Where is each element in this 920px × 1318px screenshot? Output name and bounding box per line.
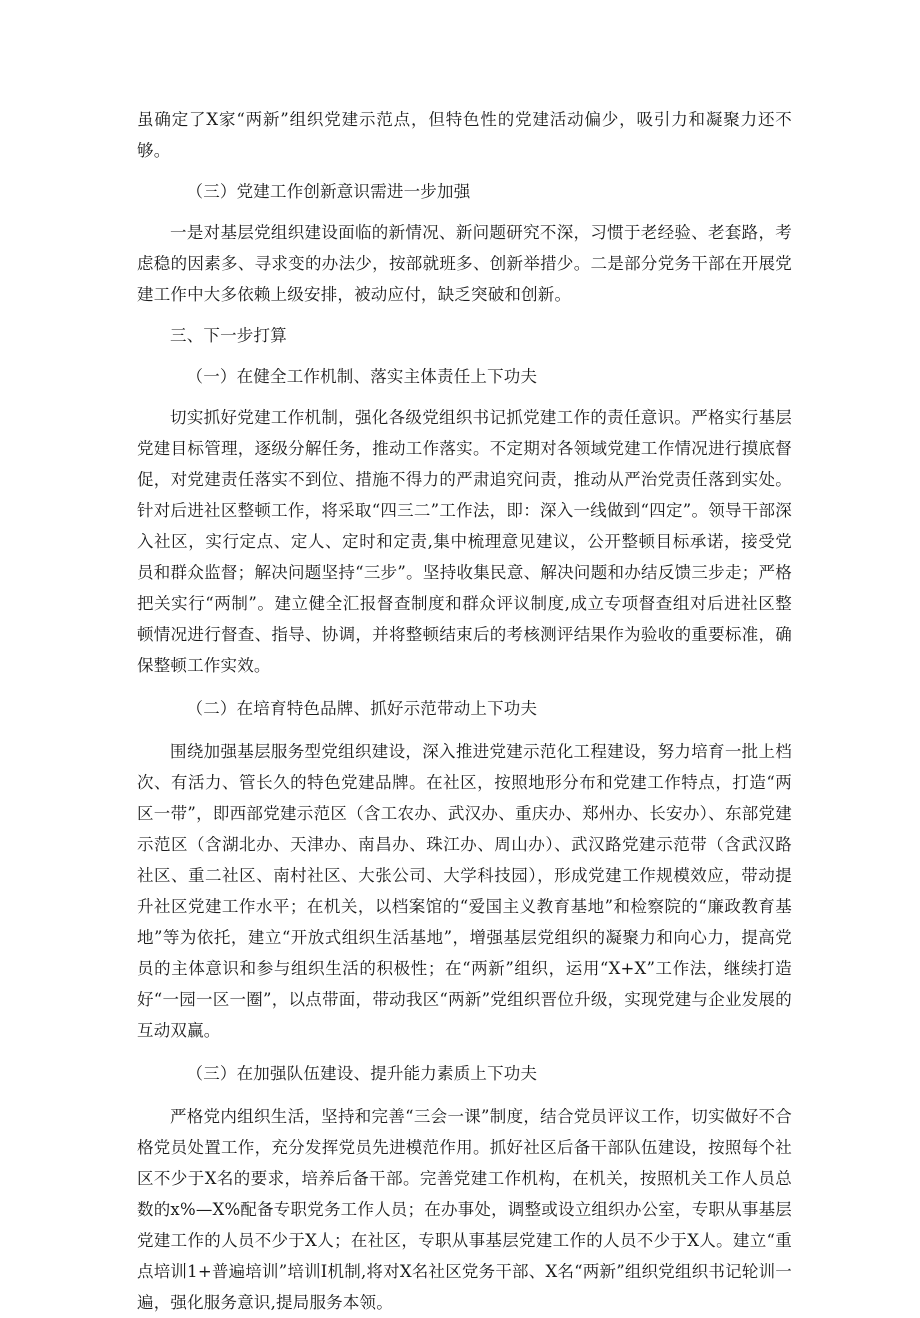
paragraph-section3-item1: 切实抓好党建工作机制，强化各级党组织书记抓党建工作的责任意识。严格实行基层党建目标管理，逐级分解任务，推动工作落实。不定期对各领域党建工作情况进行摸底督促，对党建责任落实不到位、措施不得力的严肃追究问责，推动从严治党责任落到实处。针对后进社区整顿工作，将采取“四三二”工作法，即：深入一线做到“四定”。领导干部深入社区，实行定点、定人、定时和定责,集中梳理意见建议，公开整顿目标承诺，接受党员和群众监督；解决问题坚持“三步”。坚持收集民意、解决问题和办结反馈三步走；严格把关实行“两制”。建立健全汇报督查制度和群众评议制度,成立专项督查组对后进社区整顿情况进行督查、指导、协调，并将整顿结束后的考核测评结果作为验收的重要标准，确保整顿工作实效。: [137, 408, 792, 675]
paragraph-intro-tail: 虽确定了X家“两新”组织党建示范点，但特色性的党建活动偏少，吸引力和凝聚力还不够。: [137, 110, 792, 160]
heading-section3-item1: （一）在健全工作机制、落实主体责任上下功夫: [186, 367, 538, 386]
heading-section3-item3: （三）在加强队伍建设、提升能力素质上下功夫: [186, 1064, 538, 1083]
paragraph-section3-item3: 严格党内组织生活，坚持和完善“三会一课”制度，结合党员评议工作，切实做好不合格党员处置工作，充分发挥党员先进模范作用。抓好社区后备干部队伍建设，按照每个社区不少于X名的要求，培养后备干部。完善党建工作机构，在机关，按照机关工作人员总数的x%—X%配备专职党务工作人员；在办事处，调整或设立组织办公室，专职从事基层党建工作的人员不少于X人；在社区，专职从事基层党建工作的人员不少于X人。建立“重点培训1+普遍培训”培训I机制,将对X名社区党务干部、X名“两新”组织党组织书记轮训一遍，强化服务意识,提局服务本领。: [137, 1107, 792, 1312]
paragraph-section2-item3: 一是对基层党组织建设面临的新情况、新问题研究不深，习惯于老经验、老套路，考虑稳的因素多、寻求变的办法少，按部就班多、创新举措少。二是部分党务干部在开展党建工作中大多依赖上级安排，被动应付，缺乏突破和创新。: [137, 223, 792, 304]
heading-section2-item3: （三）党建工作创新意识需进一步加强: [186, 182, 471, 201]
heading-section3: 三、下一步打算: [170, 326, 287, 345]
paragraph-section3-item2: 围绕加强基层服务型党组织建设，深入推进党建示范化工程建设，努力培育一批上档次、有活力、管长久的特色党建品牌。在社区，按照地形分布和党建工作特点，打造“两区一带”，即西部党建示范区（含工农办、武汉办、重庆办、郑州办、长安办）、东部党建示范区（含湖北办、天津办、南昌办、珠江办、周山办）、武汉路党建示范带（含武汉路社区、重二社区、南村社区、大张公司、大学科技园），形成党建工作规模效应，带动提升社区党建工作水平；在机关，以档案馆的“爱国主义教育基地”和检察院的“廉政教育基地”等为依托，建立“开放式组织生活基地”，增强基层党组织的凝聚力和向心力，提高党员的主体意识和参与组织生活的积极性；在“两新”组织，运用“X+X”工作法，继续打造好“一园一区一圈”，以点带面，带动我区“两新”党组织晋位升级，实现党建与企业发展的互动双赢。: [137, 742, 792, 1040]
heading-section3-item2: （二）在培育特色品牌、抓好示范带动上下功夫: [186, 699, 538, 718]
document-page: [137, 104, 792, 1318]
